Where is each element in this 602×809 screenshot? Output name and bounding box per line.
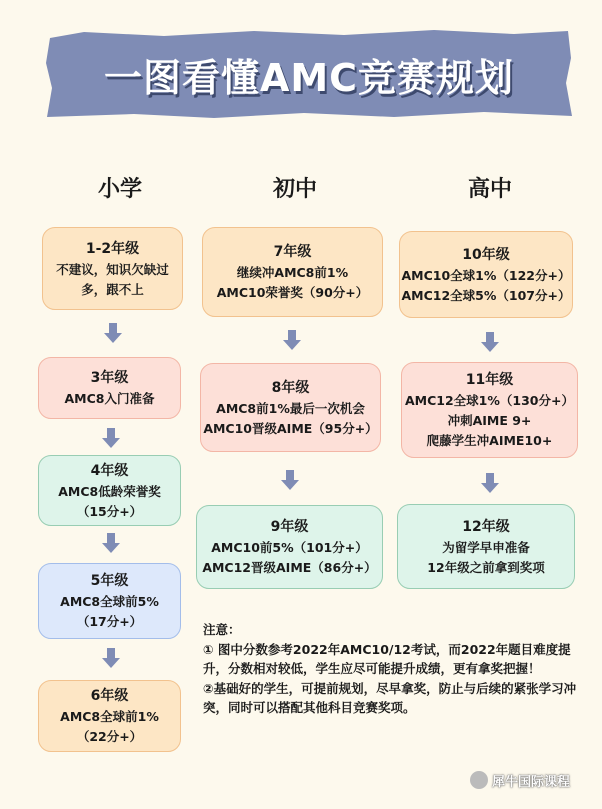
- grade-text: AMC12全球1%（130分+）: [405, 393, 574, 408]
- grade-text: 为留学早申准备: [442, 539, 530, 555]
- grade-text: （17分+）: [76, 614, 143, 629]
- grade-text: AMC8全球前1%: [60, 709, 159, 724]
- grade-text: AMC8入门准备: [64, 391, 155, 406]
- note-item: ②基础好的学生，可提前规划，尽早拿奖，防止与后续的紧张学习冲突，同时可以搭配其他科目竞赛奖项。: [203, 680, 577, 715]
- grade-text: AMC10晋级AIME（95分+）: [203, 420, 378, 436]
- grade-box-3: [38, 357, 181, 419]
- grade-label: 10年级: [462, 246, 510, 263]
- grade-text: 冲刺AIME 9+: [447, 413, 532, 428]
- grade-text: AMC10荣誉奖（90分+）: [216, 285, 369, 300]
- watermark: [470, 769, 570, 791]
- grade-label: 3年级: [90, 370, 129, 386]
- down-arrow-icon: [102, 533, 120, 553]
- column-heading-high: 高中: [467, 177, 512, 202]
- grade-box-9: [196, 505, 383, 589]
- grade-box-10: [399, 231, 573, 318]
- grade-box-6: [38, 680, 181, 752]
- grade-box-4: [38, 455, 181, 526]
- watermark-text: 犀牛国际课程: [492, 774, 571, 790]
- grade-text: AMC8低龄荣誉奖: [58, 483, 161, 499]
- grade-text: （22分+）: [76, 729, 143, 744]
- grade-box-1-2: [42, 227, 183, 310]
- grade-label: 1-2年级: [85, 240, 140, 257]
- grade-text: 爬藤学生冲AIME10+: [426, 433, 553, 448]
- grade-text: AMC10全球1%（122分+）: [401, 267, 571, 283]
- grade-text: （15分+）: [76, 503, 143, 519]
- grade-label: 11年级: [465, 372, 514, 388]
- grade-box-12: [397, 504, 575, 589]
- grade-box-8: [200, 363, 381, 452]
- notes-section: [203, 620, 585, 718]
- page-title: 一图看懂AMC竞赛规划: [103, 55, 515, 100]
- down-arrow-icon: [102, 428, 120, 448]
- grade-box-5: [38, 563, 181, 639]
- grade-label: 6年级: [90, 688, 129, 704]
- note-item: ① 图中分数参考2022年AMC10/12考试，而2022年题目难度提升，分数相对较低，学生应尽可能提升成绩，更有拿奖把握！: [203, 641, 571, 676]
- grade-text: AMC12晋级AIME（86分+）: [202, 560, 377, 575]
- grade-text: AMC12全球5%（107分+）: [401, 287, 571, 303]
- grade-text: 不建议，知识欠缺过: [56, 261, 169, 277]
- grade-label: 8年级: [271, 379, 310, 396]
- down-arrow-icon: [281, 470, 299, 490]
- grade-text: AMC10前5%（101分+）: [211, 540, 368, 555]
- grade-text: 多，跟不上: [81, 281, 144, 297]
- title-banner: [44, 28, 574, 120]
- grade-label: 7年级: [273, 244, 312, 260]
- down-arrow-icon: [102, 648, 120, 668]
- grade-text: AMC8全球前5%: [60, 594, 159, 609]
- down-arrow-icon: [104, 323, 122, 343]
- grade-text: 继续冲AMC8前1%: [236, 265, 349, 280]
- down-arrow-icon: [481, 473, 499, 493]
- grade-label: 4年级: [90, 462, 129, 479]
- column-heading-elementary: 小学: [97, 177, 142, 202]
- grade-text: AMC8前1%最后一次机会: [216, 400, 365, 416]
- grade-label: 5年级: [90, 573, 129, 589]
- column-heading-middle: 初中: [272, 177, 317, 202]
- grade-label: 12年级: [462, 518, 510, 535]
- wechat-icon: [470, 771, 488, 789]
- grade-label: 9年级: [270, 519, 309, 535]
- grade-box-11: [401, 362, 578, 458]
- notes-heading: 注意：: [203, 622, 241, 637]
- grade-text: 12年级之前拿到奖项: [427, 559, 545, 575]
- grade-box-7: [202, 227, 383, 317]
- down-arrow-icon: [481, 332, 499, 352]
- down-arrow-icon: [283, 330, 301, 350]
